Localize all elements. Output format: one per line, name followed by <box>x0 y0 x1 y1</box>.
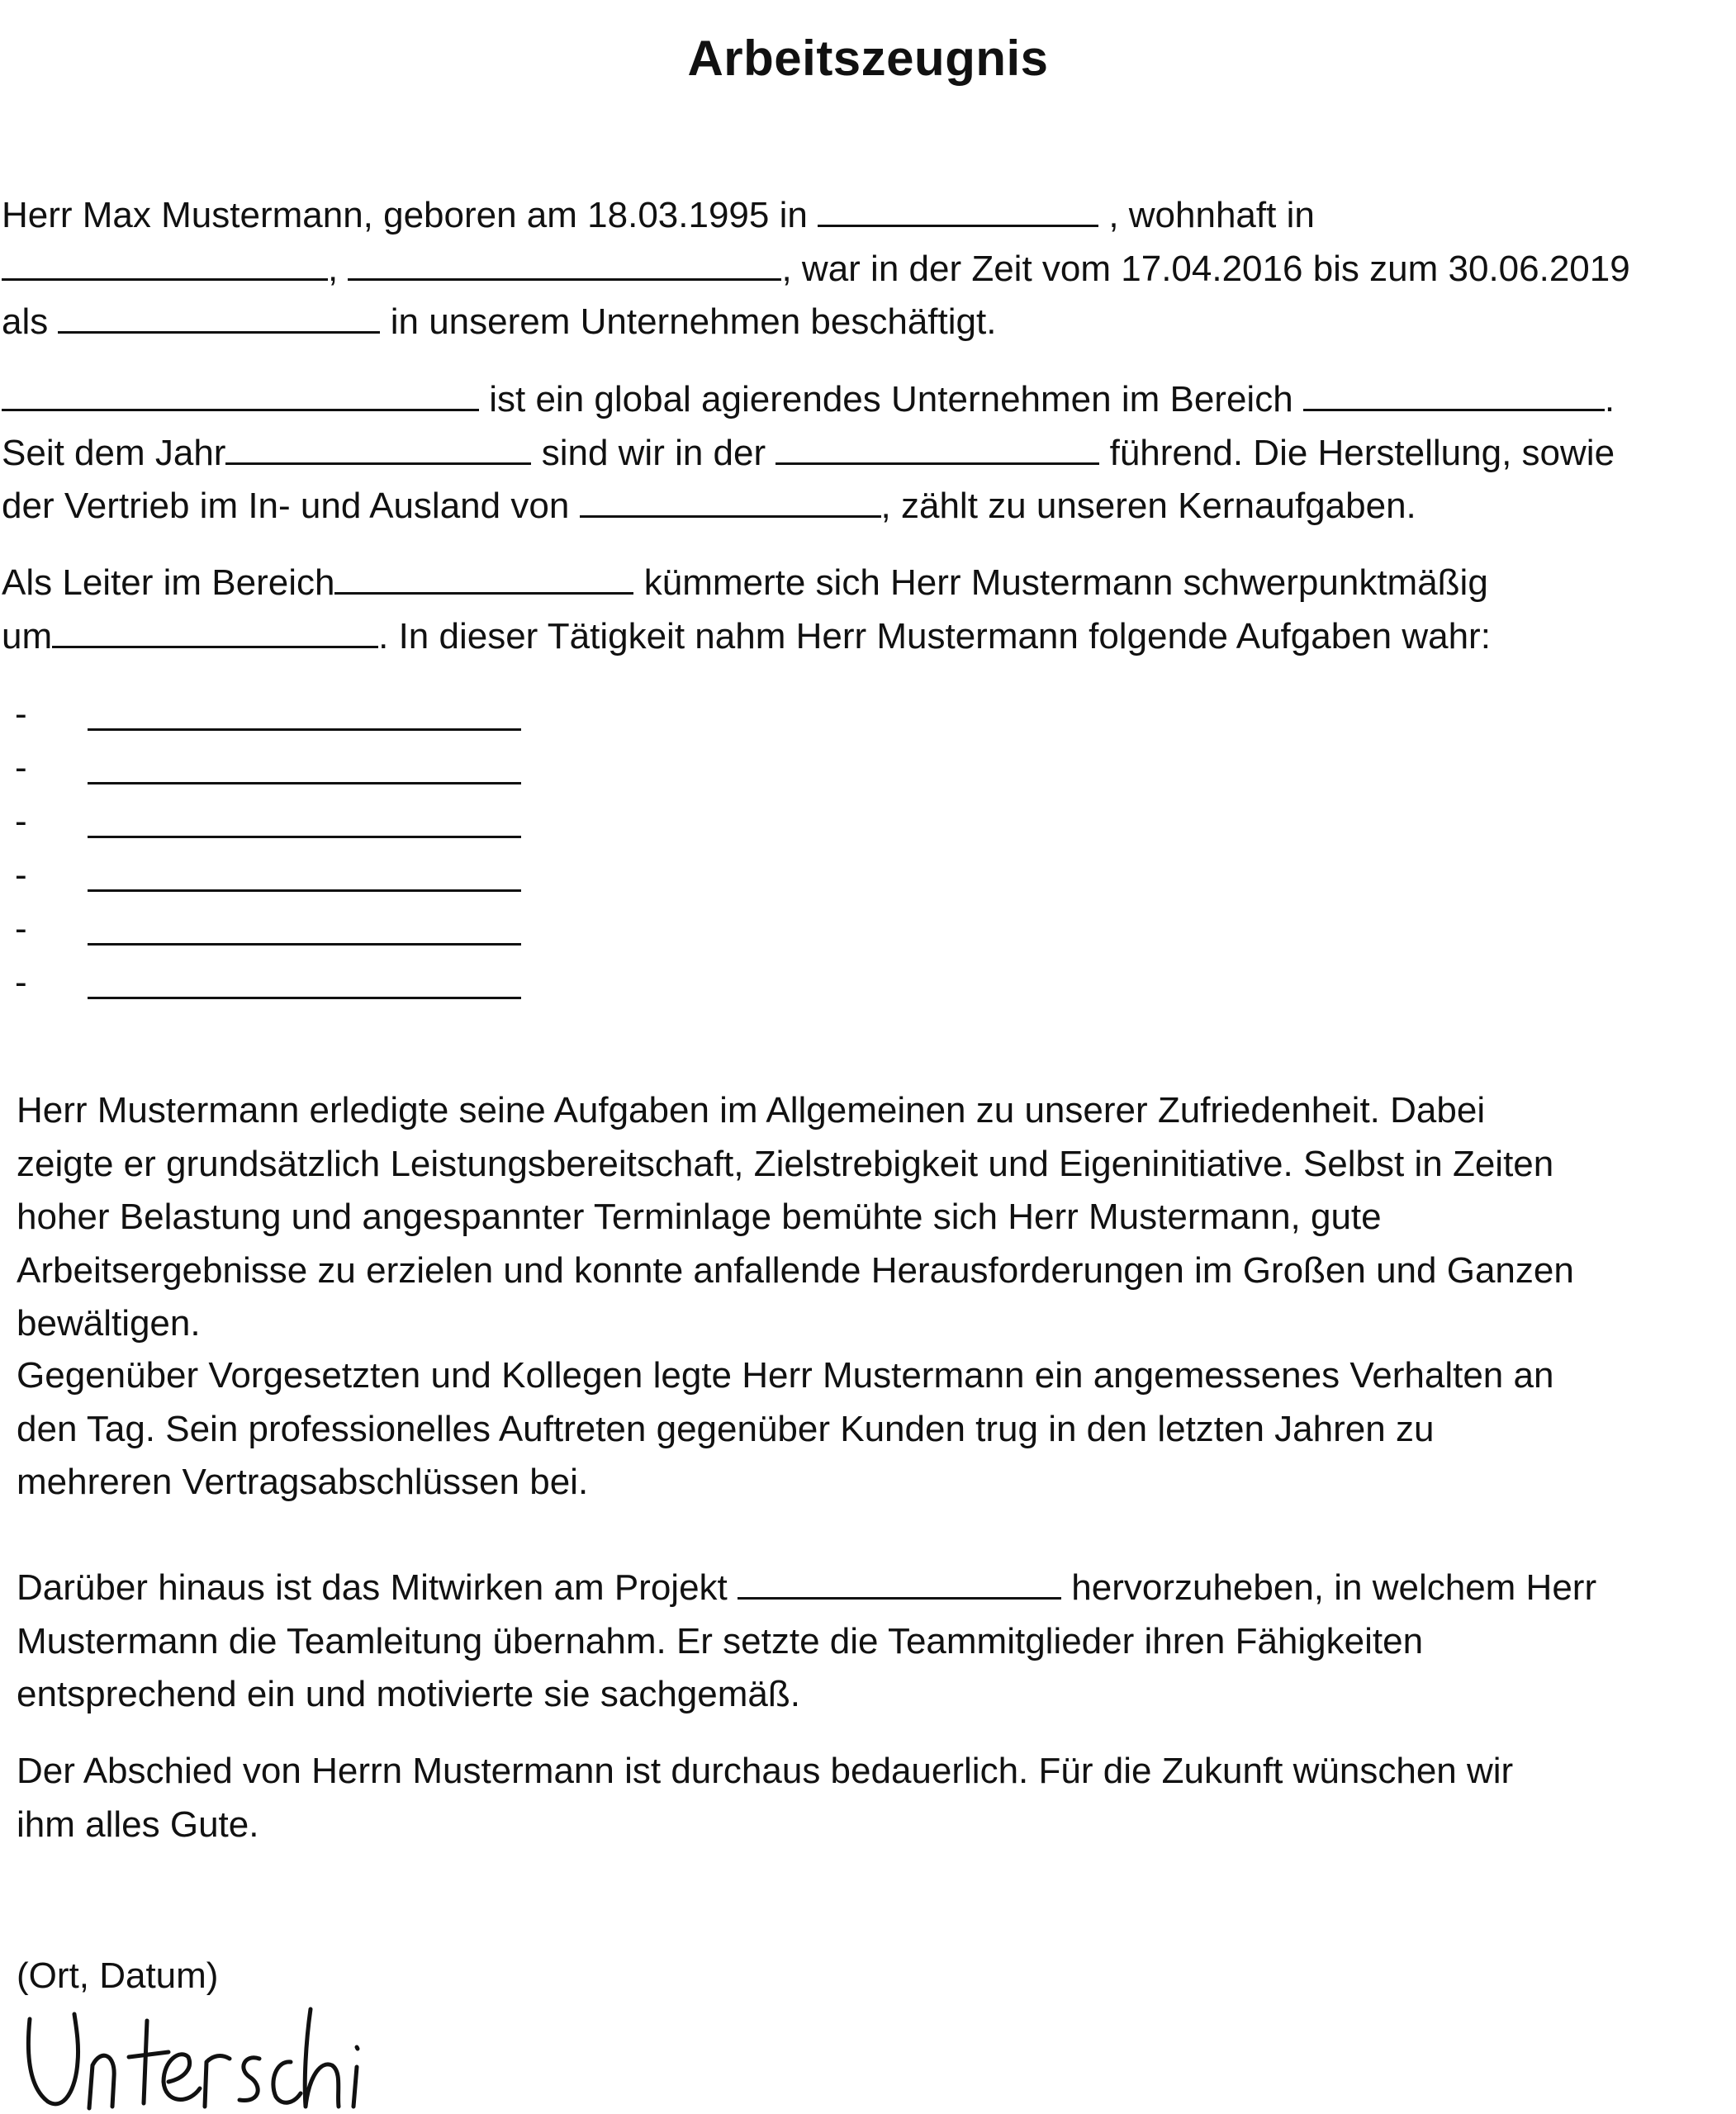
project-text: hervorzuheben, in welchem Herr <box>1071 1567 1597 1608</box>
market-blank <box>776 429 1099 465</box>
role-text: . In dieser Tätigkeit nahm Herr Mustermann folgende Aufgaben wahr: <box>378 615 1491 656</box>
project-text: Mustermann die Teamleitung übernahm. Er setzte die Teammitglieder ihren Fähigkeiten <box>17 1620 1424 1661</box>
signature-image <box>23 2003 370 2114</box>
intro-text: , <box>328 248 339 289</box>
task-dash: - <box>15 747 27 788</box>
task-blank <box>88 997 521 999</box>
performance-paragraph <box>17 1084 1574 1351</box>
role-text: Als Leiter im Bereich <box>2 562 335 603</box>
farewell-line: ihm alles Gute. <box>17 1804 259 1845</box>
task-blank <box>88 782 521 784</box>
performance-line: Arbeitsergebnisse zu erzielen und konnte anfallende Herausforderungen im Großen und Ganzen <box>17 1249 1574 1291</box>
task-blank <box>88 943 521 946</box>
task-dash: - <box>15 855 27 895</box>
intro-paragraph <box>2 189 1630 349</box>
task-dash: - <box>15 908 27 949</box>
intro-text: in unserem Unternehmen beschäftigt. <box>390 301 997 342</box>
performance-line: hoher Belastung und angespannter Terminlage bemühte sich Herr Mustermann, gute <box>17 1197 1382 1237</box>
project-blank <box>738 1564 1061 1600</box>
task-blank <box>88 889 521 892</box>
company-text: ist ein global agierendes Unternehmen im Bereich <box>489 379 1293 419</box>
industry-blank <box>1303 376 1605 411</box>
task-blank <box>88 836 521 838</box>
behavior-paragraph <box>17 1349 1553 1510</box>
intro-text: , wohnhaft in <box>1108 195 1315 235</box>
company-paragraph <box>2 373 1615 533</box>
city-blank <box>348 245 781 281</box>
project-text: Darüber hinaus ist das Mitwirken am Projekt <box>17 1567 728 1608</box>
farewell-line: Der Abschied von Herrn Mustermann ist durchaus bedauerlich. Für die Zukunft wünschen wir <box>17 1751 1514 1791</box>
behavior-line: Gegenüber Vorgesetzten und Kollegen legte Herr Mustermann ein angemessenes Verhalten an <box>17 1355 1554 1396</box>
behavior-line: den Tag. Sein professionelles Auftreten gegenüber Kunden trug in den letzten Jahren zu <box>17 1408 1435 1449</box>
intro-text: Herr Max Mustermann, geboren am 18.03.1995 in <box>2 195 808 235</box>
year-blank <box>225 429 531 465</box>
products-blank <box>580 482 881 518</box>
company-text: Seit dem Jahr <box>2 432 226 473</box>
role-text: um <box>2 615 53 656</box>
street-blank <box>2 245 328 281</box>
company-text: führend. Die Herstellung, sowie <box>1109 432 1615 473</box>
company-text: der Vertrieb im In- und Ausland von <box>2 486 570 526</box>
focus-blank <box>52 613 378 648</box>
company-text: sind wir in der <box>541 432 766 473</box>
company-name-blank <box>2 376 479 411</box>
intro-text: als <box>2 301 49 342</box>
document-title: Arbeitszeugnis <box>687 31 1049 87</box>
task-dash: - <box>15 801 27 841</box>
performance-line: Herr Mustermann erledigte seine Aufgaben im Allgemeinen zu unserer Zufriedenheit. Dabei <box>17 1090 1486 1130</box>
role-text: kümmerte sich Herr Mustermann schwerpunktmäßig <box>643 562 1488 603</box>
performance-line: bewältigen. <box>17 1303 201 1344</box>
performance-line: zeigte er grundsätzlich Leistungsbereitschaft, Zielstrebigkeit und Eigeninitiative. Selbst in Zeiten <box>17 1143 1554 1184</box>
task-blank <box>88 728 521 731</box>
place-date-label: (Ort, Datum) <box>17 1955 219 1996</box>
intro-text: , war in der Zeit vom 17.04.2016 bis zum 30.06.2019 <box>781 248 1630 289</box>
department-blank <box>334 559 633 595</box>
project-text: entsprechend ein und motivierte sie sachgemäß. <box>17 1674 800 1714</box>
behavior-line: mehreren Vertragsabschlüssen bei. <box>17 1462 589 1502</box>
project-paragraph <box>17 1562 1596 1722</box>
position-blank <box>58 298 380 334</box>
role-paragraph <box>2 557 1491 663</box>
birthplace-blank <box>818 192 1098 227</box>
company-text: . <box>1604 379 1615 419</box>
task-dash: - <box>15 694 27 734</box>
company-text: , zählt zu unseren Kernaufgaben. <box>880 486 1416 526</box>
task-dash: - <box>15 962 27 1002</box>
farewell-paragraph <box>17 1745 1513 1851</box>
